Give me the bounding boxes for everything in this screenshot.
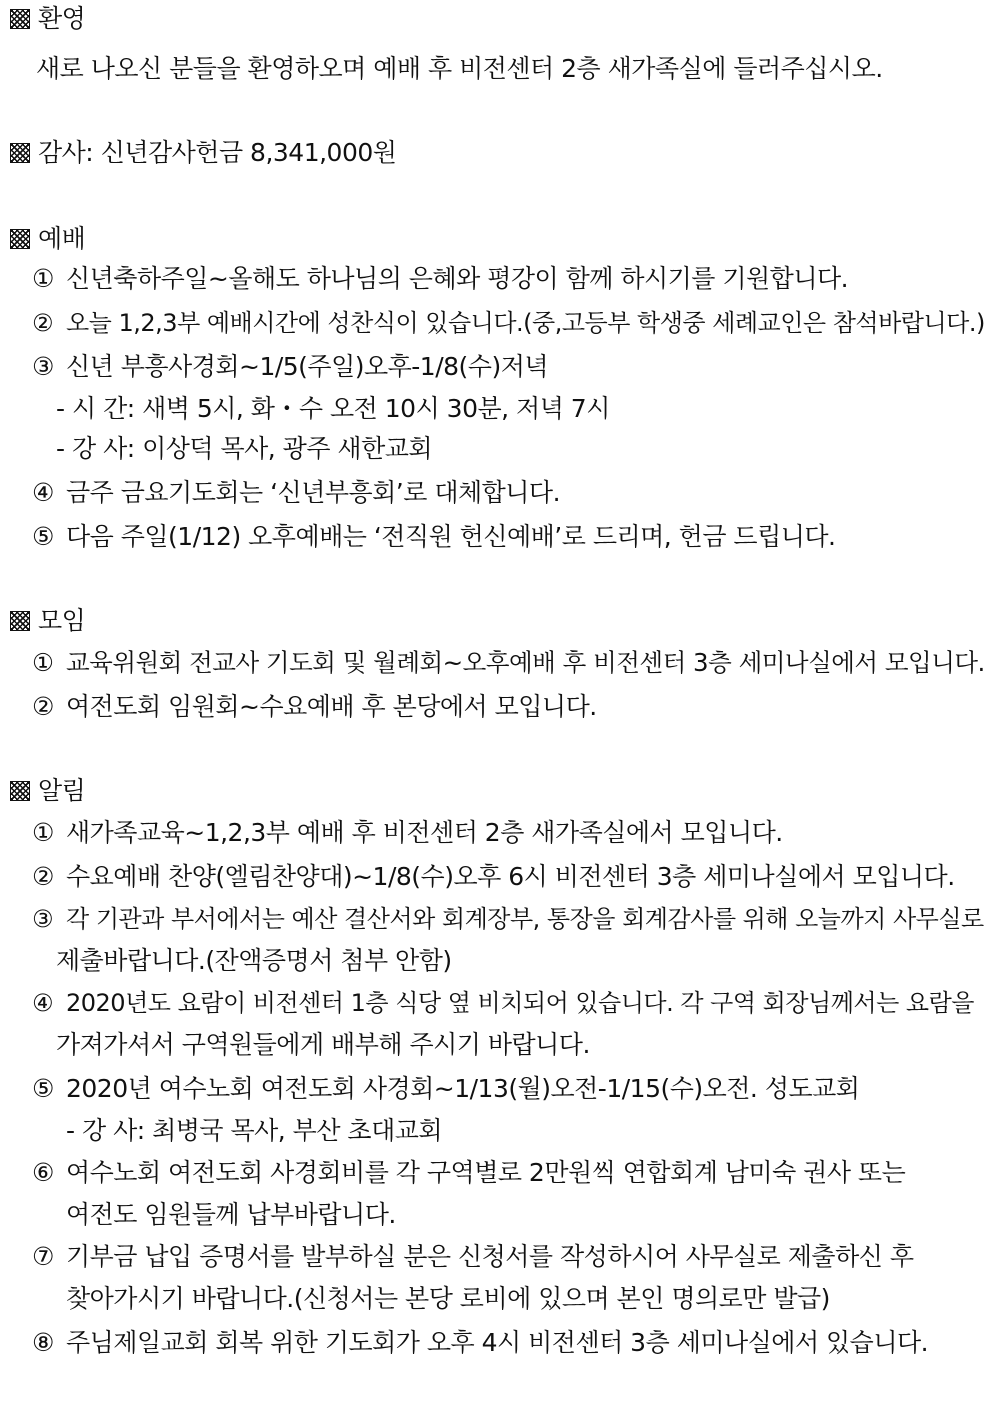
hatched-square-icon — [10, 143, 30, 163]
list-item: ④ 2020년도 요람이 비전센터 1층 식당 옆 비치되어 있습니다. 각 구역 회장님께서는 요람을 — [32, 989, 974, 1017]
list-item-continuation: 찾아가시기 바랍니다.(신청서는 본당 로비에 있으며 본인 명의로만 발급) — [66, 1284, 830, 1313]
list-item: ③ 신년 부흥사경회~1/5(주일)오후-1/8(수)저녁 — [32, 352, 548, 381]
list-item: ⑤ 2020년 여수노회 여전도회 사경회~1/13(월)오전-1/15(수)오전. 성도교회 — [32, 1074, 860, 1103]
hatched-square-icon — [10, 611, 30, 631]
list-item-continuation: 가져가셔서 구역원들에게 배부해 주시기 바랍니다. — [56, 1030, 590, 1059]
list-sub-item: - 강 사: 최병국 목사, 부산 초대교회 — [66, 1116, 443, 1145]
list-item-continuation: 여전도 임원들께 납부바랍니다. — [66, 1200, 396, 1229]
section-heading-welcome — [10, 2, 85, 36]
hatched-square-icon — [10, 229, 30, 249]
hatched-square-icon — [10, 9, 30, 29]
section-heading-meeting — [10, 604, 85, 638]
list-item: ⑦ 기부금 납입 증명서를 발부하실 분은 신청서를 작성하시어 사무실로 제출하신 후 — [32, 1242, 914, 1271]
section-title: 알림 — [38, 776, 86, 805]
section-heading-notice — [10, 774, 85, 808]
list-item: ⑤ 다음 주일(1/12) 오후예배는 ‘전직원 헌신예배’로 드리며, 헌금 드립니다. — [32, 522, 836, 551]
list-item: ⑧ 주님제일교회 회복 위한 기도회가 오후 4시 비전센터 3층 세미나실에서 있습니다. — [32, 1328, 929, 1357]
section-title: 예배 — [38, 224, 86, 253]
list-item: ③ 각 기관과 부서에서는 예산 결산서와 회계장부, 통장을 회계감사를 위해 오늘까지 사무실로 — [32, 905, 984, 933]
list-item: ② 수요예배 찬양(엘림찬양대)~1/8(수)오후 6시 비전센터 3층 세미나실에서 모입니다. — [32, 862, 955, 891]
hatched-square-icon — [10, 781, 30, 801]
section-heading-worship — [10, 222, 85, 256]
thanks-text: 신년감사헌금 8,341,000원 — [100, 138, 397, 167]
list-item: ① 새가족교육~1,2,3부 예배 후 비전센터 2층 새가족실에서 모입니다. — [32, 818, 783, 847]
list-item: ① 신년축하주일~올해도 하나님의 은혜와 평강이 함께 하시기를 기원합니다. — [32, 264, 849, 293]
section-title: 모임 — [38, 606, 86, 635]
list-item: ② 여전도회 임원회~수요예배 후 본당에서 모입니다. — [32, 692, 597, 721]
list-item: ⑥ 여수노회 여전도회 사경회비를 각 구역별로 2만원씩 연합회계 남미숙 권사 또는 — [32, 1158, 906, 1187]
section-title: 환영 — [38, 4, 86, 33]
list-sub-item: - 시 간: 새벽 5시, 화・수 오전 10시 30분, 저녁 7시 — [56, 394, 610, 423]
welcome-text: 새로 나오신 분들을 환영하오며 예배 후 비전센터 2층 새가족실에 들러주십시오. — [36, 54, 883, 83]
section-title: 감사: — [38, 138, 94, 167]
list-item: ① 교육위원회 전교사 기도회 및 월례회~오후예배 후 비전센터 3층 세미나실에서 모입니다. — [32, 648, 985, 677]
section-heading-thanks — [10, 136, 396, 170]
list-item: ② 오늘 1,2,3부 예배시간에 성찬식이 있습니다.(중,고등부 학생중 세례교인은 참석바랍니다.) — [32, 309, 985, 337]
list-item-continuation: 제출바랍니다.(잔액증명서 첨부 안함) — [56, 946, 452, 975]
list-sub-item: - 강 사: 이상덕 목사, 광주 새한교회 — [56, 434, 433, 463]
list-item: ④ 금주 금요기도회는 ‘신년부흥회’로 대체합니다. — [32, 478, 561, 507]
